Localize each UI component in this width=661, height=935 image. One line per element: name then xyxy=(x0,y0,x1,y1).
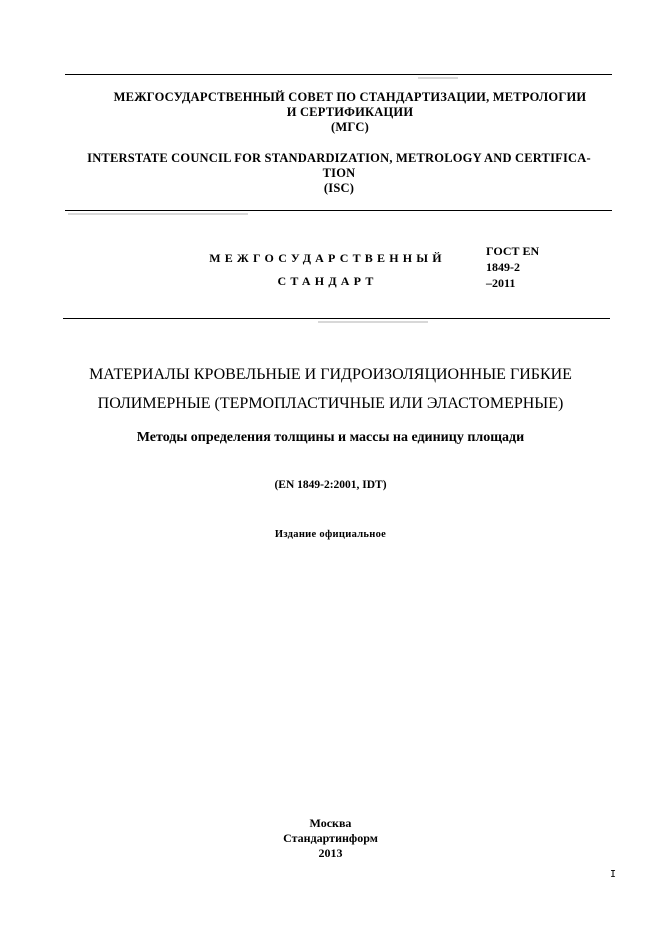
standard-type-line1: МЕЖГОСУДАРСТВЕННЫЙ xyxy=(209,251,446,265)
imprint xyxy=(0,816,661,861)
scan-artifact xyxy=(318,321,428,323)
council-en-abbr: (ISC) xyxy=(323,181,355,195)
council-rule xyxy=(65,210,612,211)
title-line1: МАТЕРИАЛЫ КРОВЕЛЬНЫЕ И ГИДРОИЗОЛЯЦИОННЫЕ ГИБКИЕ xyxy=(89,366,572,383)
council-russian xyxy=(90,90,610,135)
imprint-city: Москва xyxy=(309,816,352,830)
imprint-year: 2013 xyxy=(318,846,343,860)
title-line2: ПОЛИМЕРНЫЕ (ТЕРМОПЛАСТИЧНЫЕ ИЛИ ЭЛАСТОМЕРНЫЕ) xyxy=(97,395,564,412)
standard-number-line2: 1849-2 xyxy=(486,260,520,274)
document-subtitle: Методы определения толщины и массы на единицу площади xyxy=(136,430,525,445)
standard-number-line3: –2011 xyxy=(486,276,516,290)
scan-artifact xyxy=(68,213,248,215)
scan-artifact xyxy=(418,77,458,79)
top-rule xyxy=(65,74,612,75)
council-english xyxy=(66,151,612,196)
standard-identity: (EN 1849-2:2001, IDT) xyxy=(274,479,387,491)
council-ru-line1: МЕЖГОСУДАРСТВЕННЫЙ СОВЕТ ПО СТАНДАРТИЗАЦИИ, МЕТРОЛОГИИ xyxy=(113,90,587,104)
council-en-line1: INTERSTATE COUNCIL FOR STANDARDIZATION, METROLOGY AND CERTIFICA- xyxy=(87,151,591,165)
standard-number-line1: ГОСТ EN xyxy=(486,244,540,258)
council-en-line2: TION xyxy=(322,166,356,180)
page-number: I xyxy=(610,869,617,880)
council-ru-abbr: (МГС) xyxy=(331,120,369,134)
edition-label: Издание официальное xyxy=(274,529,387,540)
standard-type-line2: СТАНДАРТ xyxy=(277,274,378,288)
standard-number xyxy=(486,243,539,291)
imprint-publisher: Стандартинформ xyxy=(283,831,378,845)
council-ru-line2: И СЕРТИФИКАЦИИ xyxy=(286,105,414,119)
document-title xyxy=(0,360,661,418)
standard-rule xyxy=(63,318,610,319)
